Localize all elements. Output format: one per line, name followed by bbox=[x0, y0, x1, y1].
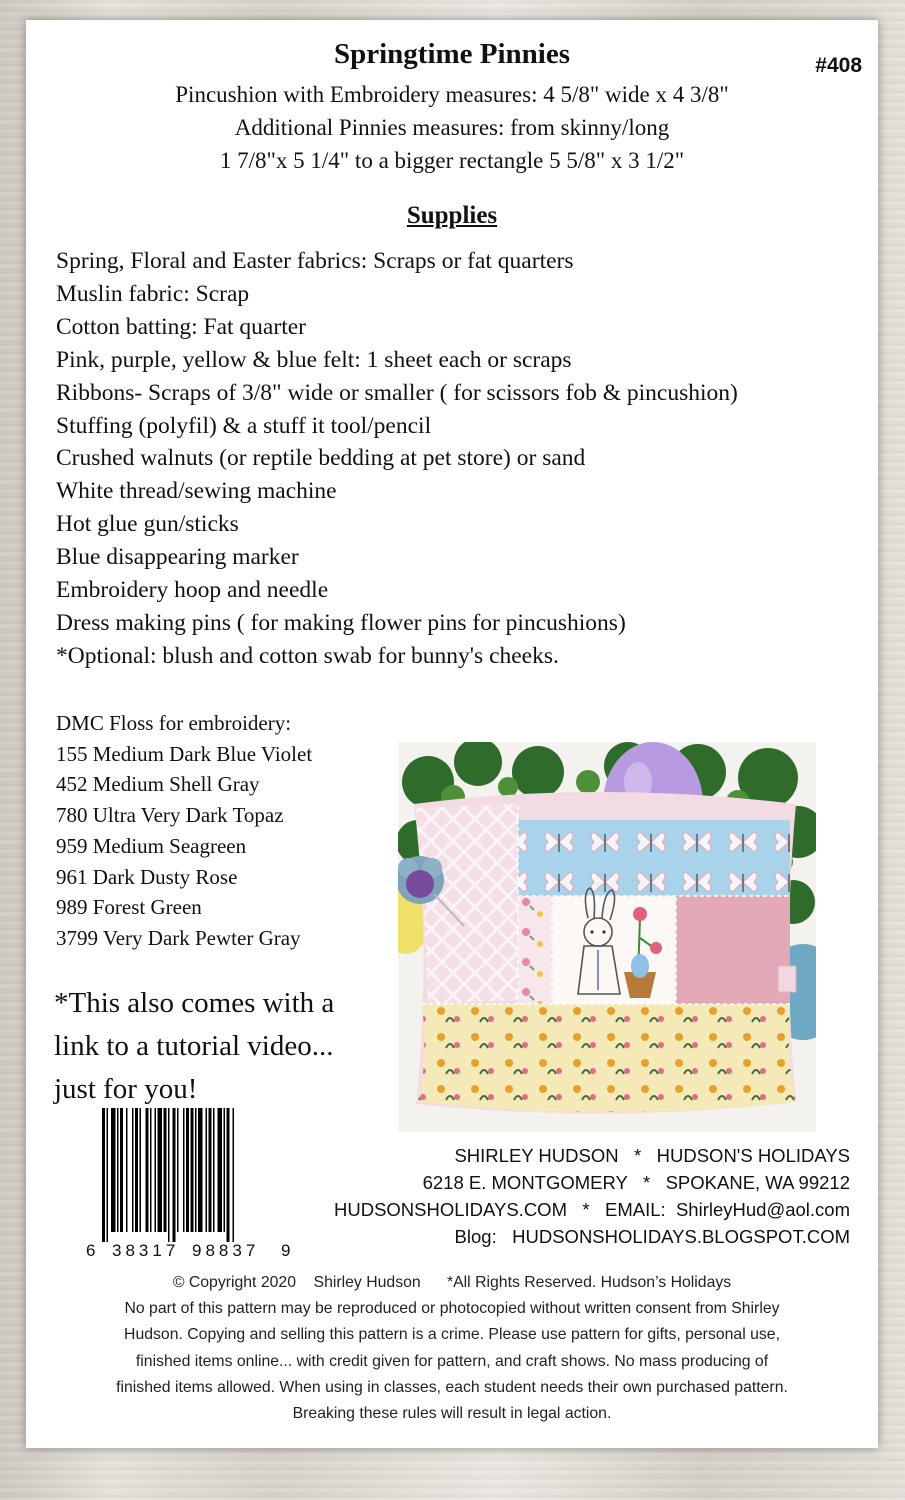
barcode-bars bbox=[98, 1108, 274, 1242]
measurement-line: 1 7/8"x 5 1/4" to a bigger rectangle 5 5/8" x 3 1/2" bbox=[219, 148, 685, 173]
pattern-title: Springtime Pinnies bbox=[333, 38, 571, 70]
dmc-item: 780 Ultra Very Dark Topaz bbox=[56, 803, 284, 828]
supply-item: Crushed walnuts (or reptile bedding at pet store) or sand bbox=[56, 445, 586, 472]
pattern-number: #408 bbox=[815, 54, 862, 77]
copyright-notice bbox=[36, 1270, 868, 1427]
supply-item: Dress making pins ( for making flower pins for pincushions) bbox=[56, 609, 626, 636]
dmc-item: 959 Medium Seagreen bbox=[56, 833, 247, 858]
contact-blog: Blog: HUDSONSHOLIDAYS.BLOGSPOT.COM bbox=[454, 1226, 850, 1247]
legal-line: finished items allowed. When using in classes, each student needs their own purchased pattern. bbox=[116, 1378, 788, 1396]
supply-item: Spring, Floral and Easter fabrics: Scraps or fat quarters bbox=[56, 248, 574, 274]
dmc-item: 961 Dark Dusty Rose bbox=[56, 864, 238, 889]
tutorial-video-note bbox=[54, 982, 334, 1111]
tutorial-note-line: *This also comes with a bbox=[54, 987, 335, 1019]
dmc-item: 452 Medium Shell Gray bbox=[56, 772, 260, 797]
barcode-digit: 9 bbox=[281, 1241, 291, 1260]
supply-item: *Optional: blush and cotton swab for bunny's cheeks. bbox=[56, 642, 559, 669]
pincushion-photo bbox=[398, 742, 816, 1132]
supply-item: Muslin fabric: Scrap bbox=[56, 280, 250, 307]
dmc-item: 155 Medium Dark Blue Violet bbox=[56, 741, 313, 766]
tutorial-note-line: link to a tutorial video... bbox=[54, 1030, 334, 1062]
measurement-line: Pincushion with Embroidery measures: 4 5/8" wide x 4 3/8" bbox=[175, 82, 729, 107]
dmc-floss-list bbox=[56, 708, 312, 954]
legal-line: No part of this pattern may be reproduced or photocopied without written consent from Shirley bbox=[124, 1300, 780, 1318]
supply-item: Embroidery hoop and needle bbox=[56, 577, 329, 604]
measurement-line: Additional Pinnies measures: from skinny/long bbox=[234, 115, 670, 140]
supply-item: Ribbons- Scraps of 3/8" wide or smaller ( for scissors fob & pincushion) bbox=[56, 379, 738, 406]
supply-item: Hot glue gun/sticks bbox=[56, 511, 239, 538]
supplies-heading: Supplies bbox=[406, 202, 498, 229]
barcode-digits: 38317 bbox=[112, 1241, 180, 1260]
barcode-digits: 98837 bbox=[192, 1241, 260, 1260]
contact-name: SHIRLEY HUDSON * HUDSON'S HOLIDAYS bbox=[454, 1145, 850, 1166]
supply-item: Pink, purple, yellow & blue felt: 1 sheet each or scraps bbox=[56, 346, 572, 373]
supply-item: Blue disappearing marker bbox=[56, 544, 299, 571]
copyright-line: © Copyright 2020 Shirley Hudson *All Rights Reserved. Hudson’s Holidays bbox=[172, 1274, 732, 1291]
supplies-list bbox=[56, 245, 738, 673]
supply-item: White thread/sewing machine bbox=[56, 478, 337, 505]
barcode-digit: 6 bbox=[86, 1241, 96, 1260]
contact-web-email: HUDSONSHOLIDAYS.COM * EMAIL: ShirleyHud@aol.com bbox=[333, 1199, 850, 1220]
legal-line: finished items online... with credit given for pattern, and craft shows. No mass producing of bbox=[135, 1352, 769, 1370]
dmc-item: 989 Forest Green bbox=[56, 895, 202, 920]
legal-line: Breaking these rules will result in legal action. bbox=[292, 1405, 612, 1423]
supply-item: Stuffing (polyfil) & a stuff it tool/pencil bbox=[56, 412, 432, 439]
dmc-heading: DMC Floss for embroidery: bbox=[56, 711, 292, 735]
barcode bbox=[98, 1108, 274, 1242]
pattern-card bbox=[26, 20, 878, 1448]
dmc-item: 3799 Very Dark Pewter Gray bbox=[56, 925, 301, 950]
legal-line: Hudson. Copying and selling this pattern is a crime. Please use pattern for gifts, personal use, bbox=[124, 1326, 780, 1344]
supply-item: Cotton batting: Fat quarter bbox=[56, 313, 306, 340]
tutorial-note-line: just for you! bbox=[54, 1073, 198, 1105]
contact-address: 6218 E. MONTGOMERY * SPOKANE, WA 99212 bbox=[422, 1172, 850, 1193]
